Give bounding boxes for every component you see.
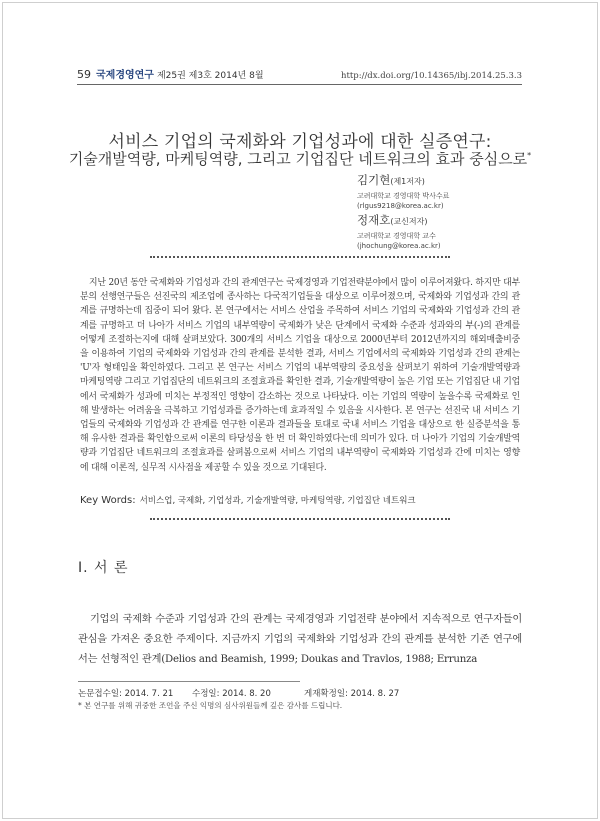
body-paragraph: 기업의 국제화 수준과 기업성과 간의 관계는 국제경영과 기업전략 분야에서 지속적으로 연구자들이 관심을 가져온 중요한 주제이다. 지금까지 기업의 국제화와 기업성과 간의 관계를 분석한 기존 연구에서는 선형적인 관계(Delios and Beamish, 1999; Doukas and Travlos, 1988; Errunza (78, 614, 522, 665)
received-date: 논문접수일: 2014. 7. 21 (78, 689, 174, 699)
doi-link[interactable]: http://dx.doi.org/10.14365/ibj.2014.25.3.3 (340, 71, 522, 81)
paper-title: 서비스 기업의 국제화와 기업성과에 대한 실증연구: (108, 132, 492, 152)
subtitle-footnote-mark: * (527, 151, 532, 160)
page-number: 59 (77, 68, 91, 81)
author-affiliation: 고려대학교 경영대학 교수 (357, 232, 436, 240)
dotted-divider (150, 518, 450, 520)
author-name: 정재호 (357, 213, 391, 227)
author-email[interactable]: (rlgus9218@korea.ac.kr) (357, 202, 444, 210)
author-role: (제1저자) (390, 177, 425, 186)
revised-date: 수정일: 2014. 8. 20 (192, 689, 271, 699)
author-first (357, 172, 449, 210)
dotted-divider (150, 256, 450, 258)
subtitle-text: 기술개발역량, 마케팅역량, 그리고 기업집단 네트워크의 효과 중심으로 (68, 150, 528, 168)
section-heading: Ⅰ. 서 론 (78, 560, 129, 576)
keywords (80, 494, 520, 506)
footnote-rule (78, 681, 300, 682)
journal-issue: 제25권 제3호 2014년 8월 (156, 71, 264, 81)
author-email[interactable]: (jhochung@korea.ac.kr) (357, 242, 441, 250)
journal-name: 국제경영연구 (96, 70, 154, 81)
author-affiliation: 고려대학교 경영대학 박사수료 (357, 192, 450, 200)
acknowledgement-footnote: * 본 연구를 위해 귀중한 조언을 주신 익명의 심사위원들께 깊은 감사를 드립니다. (78, 701, 343, 710)
header-left (77, 66, 267, 81)
accepted-date: 게재확정일: 2014. 8. 27 (304, 689, 400, 699)
header-rule (77, 84, 522, 85)
keywords-label: Key Words: (80, 495, 136, 506)
keywords-list: 서비스업, 국제화, 기업성과, 기술개발역량, 마케팅역량, 기업집단 네트워크 (139, 496, 416, 506)
abstract: 지난 20년 동안 국제화와 기업성과 간의 관계연구는 국제경영과 기업전략분야에서 많이 이루어져왔다. 하지만 대부분의 선행연구들은 선진국의 제조업에 종사하는 다국적기업들을 대상으로 이루어졌으며, 국제화와 기업성과 간의 관계를 규명하는데 집중이 되어 왔다. 본 연구에서는 서비스 산업을 주목하여 서비스 기업의 국제화와 기업성과 간의 관계를 규명하고 더 나아가 서비스 기업의 내부역량이 국제화가 낮은 단계에서 국제화 수준과 성과와의 부(-)의 관계를 어떻게 조절하는지에 대해 살펴보았다. 300개의 서비스 기업을 대상으로 2000년부터 2012년까지의 해외매출비중을 이용하여 기업의 국제화와 기업성과 간의 관계를 분석한 결과, 서비스 기업에서의 국제화와 기업성과 간의 관계는 'U'자 형태임을 확인하였다. 그리고 본 연구는 서비스 기업의 내부역량의 중요성을 살펴보기 위하여 기술개발역량과 마케팅역량 그리고 기업집단의 네트워크의 조절효과를 확인한 결과, 기술개발역량이 높은 기업 또는 기업집단 내 기업에서 국제화가 성과에 미치는 부정적인 영향이 감소하는 것으로 나타났다. 이는 기업의 역량이 높을수록 국제화로 인해 발생하는 어려움을 극복하고 기업성과를 증가하는데 효과적일 수 있음을 시사한다. 본 연구는 선진국 내 서비스 기업들의 국제화와 기업성과 간 관계를 연구한 이론과 결과들을 토대로 국내 서비스 기업을 대상으로 한 실증분석을 통해 유사한 결과를 확인함으로써 이론의 타당성을 한 번 더 확인하였다는데 의미가 있다. 더 나아가 기업의 기술개발역량과 기업집단 네트워크의 조절효과를 살펴봄으로써 서비스 기업의 내부역량이 국제화와 기업성과 간에 미치는 영향에 대해 이론적, 실무적 시사점을 제공할 수 있을 것으로 기대된다. (80, 278, 520, 473)
submission-dates (78, 687, 522, 699)
author-role: (교신저자) (390, 217, 428, 226)
author-name: 김기현 (357, 173, 391, 187)
author-corresponding (357, 212, 441, 250)
running-header (77, 66, 522, 81)
paper-subtitle (50, 148, 550, 169)
